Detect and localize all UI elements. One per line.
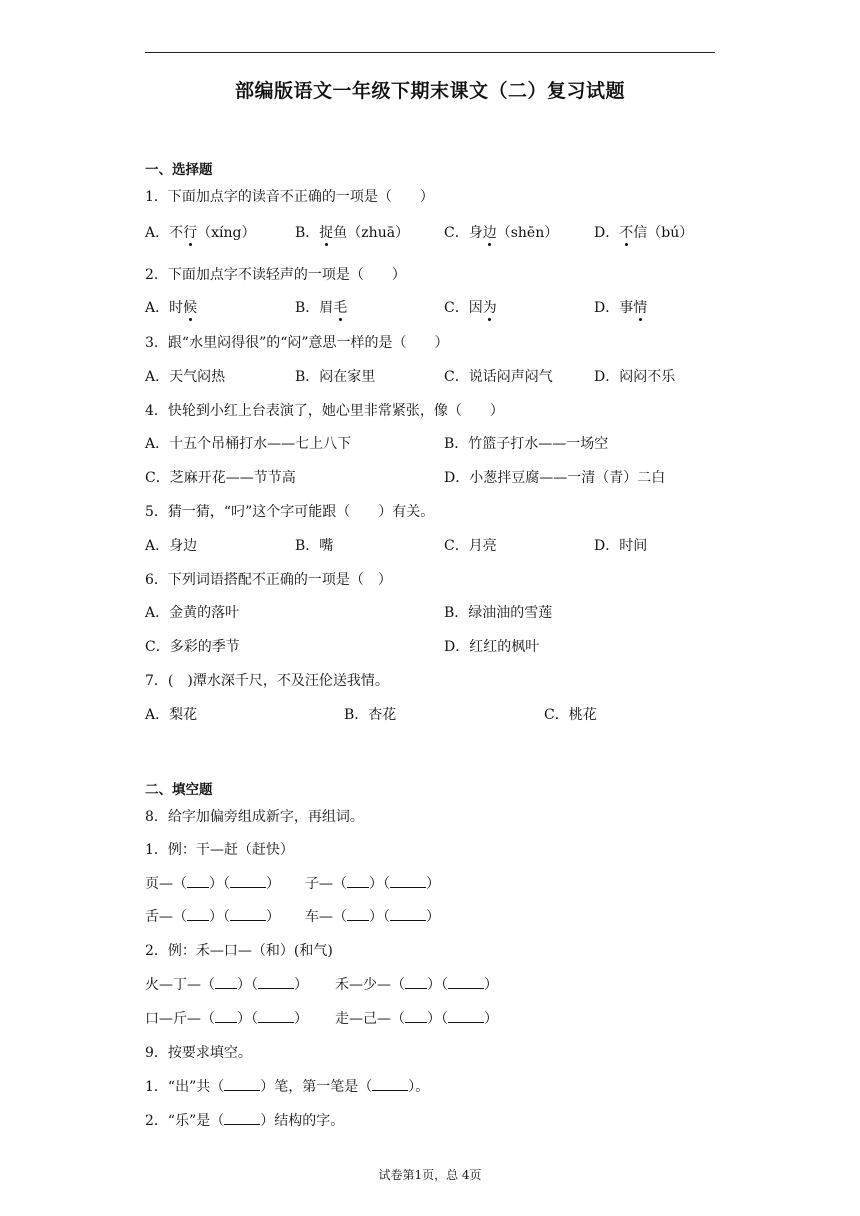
- question-9-item-1: 1．“出”共（ ）笔，第一笔是（ ）。: [145, 1079, 430, 1095]
- question-4-option-a: A．十五个吊桶打水——七上八下: [145, 436, 352, 452]
- emphasis-dot-char: 为: [483, 297, 497, 317]
- question-3-stem: 3．跟“水里闷得很”的“闷”意思一样的是（ ）: [145, 335, 449, 351]
- question-2-option-a: A．时候: [145, 297, 197, 317]
- answer-blank[interactable]: [187, 875, 209, 888]
- emphasis-dot-char: 候: [183, 297, 197, 317]
- emphasis-dot-char: 行: [183, 222, 197, 242]
- answer-blank[interactable]: [347, 908, 369, 921]
- question-5-stem: 5．猜一猜，“叼”这个字可能跟（ ）有关。: [145, 504, 435, 520]
- question-5-option-b: B．嘴: [295, 538, 334, 554]
- emphasis-dot-char: 毛: [333, 297, 347, 317]
- answer-blank[interactable]: [405, 976, 427, 989]
- answer-blank[interactable]: [224, 1112, 260, 1125]
- question-8-example-2: 2．例：禾—口—（和）(和气): [145, 943, 333, 959]
- question-8-row-3b: 禾—少—（ ）（ ）: [335, 977, 498, 993]
- answer-blank[interactable]: [390, 875, 426, 888]
- section-heading-choice: 一、选择题: [145, 162, 213, 178]
- question-2-option-c: C．因为: [444, 297, 497, 317]
- question-4-option-c: C．芝麻开花——节节高: [145, 470, 296, 486]
- page-footer: 试卷第1页，总 4页: [378, 1168, 482, 1182]
- question-4-stem: 4．快轮到小红上台表演了，她心里非常紧张，像（ ）: [145, 403, 504, 419]
- page-title: 部编版语文一年级下期末课文（二）复习试题: [234, 80, 625, 102]
- answer-blank[interactable]: [230, 875, 266, 888]
- answer-blank[interactable]: [215, 976, 237, 989]
- question-8-row-1a: 页—（ ）（ ）: [145, 876, 280, 892]
- question-7-option-b: B．杏花: [344, 707, 397, 723]
- question-4-option-b: B．竹篮子打水——一场空: [444, 436, 609, 452]
- answer-blank[interactable]: [230, 908, 266, 921]
- question-7-option-a: A．梨花: [145, 707, 198, 723]
- answer-blank[interactable]: [187, 908, 209, 921]
- emphasis-dot-char: 捉: [319, 222, 333, 242]
- question-5-option-d: D．时间: [594, 538, 648, 554]
- question-8-row-4b: 走—己—（ ）（ ）: [335, 1011, 498, 1027]
- answer-blank[interactable]: [372, 1078, 408, 1091]
- question-8-example-1: 1．例：干—赶（赶快）: [145, 842, 294, 858]
- question-9-stem: 9．按要求填空。: [145, 1045, 252, 1061]
- header-rule: [145, 52, 715, 53]
- question-6-option-b: B．绿油油的雪莲: [444, 605, 553, 621]
- answer-blank[interactable]: [448, 976, 484, 989]
- question-3-option-c: C．说话闷声闷气: [444, 369, 553, 385]
- question-2-option-d: D．事情: [594, 297, 647, 317]
- answer-blank[interactable]: [347, 875, 369, 888]
- question-4-option-d: D．小葱拌豆腐——一清（青）二白: [444, 470, 666, 486]
- answer-blank[interactable]: [258, 1010, 294, 1023]
- question-2-option-b: B．眉毛: [295, 297, 347, 317]
- answer-blank[interactable]: [258, 976, 294, 989]
- question-1-option-a: A．不行（xíng）: [145, 222, 255, 242]
- question-8-row-4a: 口—斤—（ ）（ ）: [145, 1011, 308, 1027]
- question-1-stem: 1．下面加点字的读音不正确的一项是（ ）: [145, 189, 434, 205]
- emphasis-dot-char: 边: [483, 222, 497, 242]
- question-2-stem: 2．下面加点字不读轻声的一项是（ ）: [145, 267, 406, 283]
- question-7-option-c: C．桃花: [544, 707, 597, 723]
- question-3-option-a: A．天气闷热: [145, 369, 226, 385]
- question-8-row-2a: 舌—（ ）（ ）: [145, 909, 280, 925]
- question-5-option-c: C．月亮: [444, 538, 497, 554]
- question-5-option-a: A．身边: [145, 538, 198, 554]
- section-heading-fill: 二、填空题: [145, 782, 213, 798]
- answer-blank[interactable]: [215, 1010, 237, 1023]
- question-6-stem: 6．下列词语搭配不正确的一项是（ ）: [145, 572, 392, 588]
- question-8-stem: 8．给字加偏旁组成新字，再组词。: [145, 809, 364, 825]
- question-1-option-d: D．不信（bú）: [594, 222, 693, 242]
- answer-blank[interactable]: [224, 1078, 260, 1091]
- question-6-option-a: A．金黄的落叶: [145, 605, 240, 621]
- emphasis-dot-char: 不: [619, 222, 633, 242]
- question-3-option-b: B．闷在家里: [295, 369, 376, 385]
- question-6-option-c: C．多彩的季节: [145, 639, 240, 655]
- question-9-item-2: 2．“乐”是（ ）结构的字。: [145, 1113, 345, 1129]
- question-6-option-d: D．红红的枫叶: [444, 639, 540, 655]
- answer-blank[interactable]: [448, 1010, 484, 1023]
- answer-blank[interactable]: [390, 908, 426, 921]
- question-8-row-2b: 车—（ ）（ ）: [305, 909, 440, 925]
- question-3-option-d: D．闷闷不乐: [594, 369, 676, 385]
- question-1-option-c: C．身边（shēn）: [444, 222, 558, 242]
- question-8-row-1b: 子—（ ）（ ）: [305, 876, 440, 892]
- question-8-row-3a: 火—丁—（ ）（ ）: [145, 977, 308, 993]
- answer-blank[interactable]: [405, 1010, 427, 1023]
- question-1-option-b: B．捉鱼（zhuā）: [295, 222, 409, 242]
- emphasis-dot-char: 情: [633, 297, 647, 317]
- question-7-stem: 7．( )潭水深千尺，不及汪伦送我情。: [145, 673, 389, 689]
